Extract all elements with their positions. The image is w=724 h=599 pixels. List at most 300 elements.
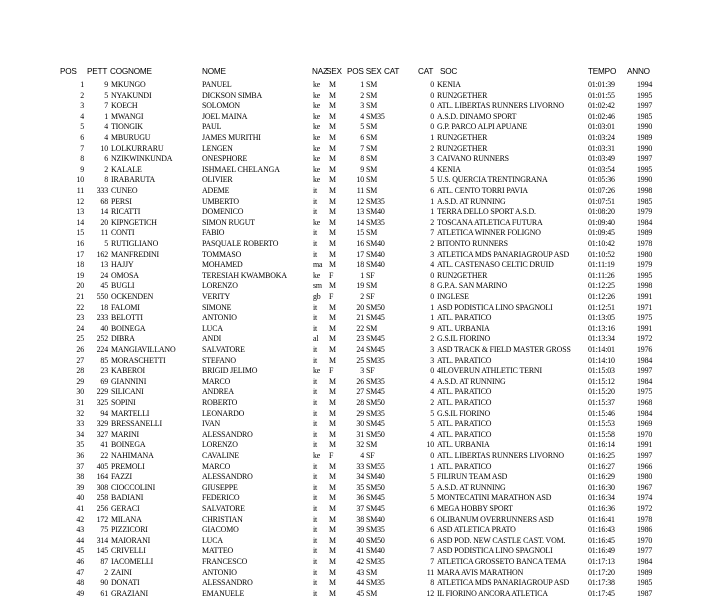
cell-cognome: MBURUGU — [111, 133, 151, 142]
cell-anno: 1991 — [637, 323, 653, 333]
cell-sex: M — [329, 239, 336, 248]
table-row — [0, 588, 724, 599]
cell-sex: M — [329, 207, 336, 217]
cell-naz: it — [313, 567, 318, 577]
cell-cat: SM35 — [366, 196, 385, 206]
cell-cat-pos: 10 — [426, 440, 434, 450]
cell-tempo: 01:16:27 — [588, 461, 615, 471]
table-row — [0, 386, 724, 397]
cell-pos: 33 — [76, 419, 84, 429]
cell-pett: 2 — [104, 567, 108, 577]
cell-pos-sex: 14 — [356, 217, 364, 227]
cell-soc: ATLETICA WINNER FOLIGNO — [437, 228, 541, 238]
cell-sex: M — [329, 514, 336, 524]
cell-anno: 1976 — [637, 345, 653, 354]
cell-pett: 4 — [104, 122, 108, 132]
cell-pett: 327 — [96, 429, 108, 439]
cell-pett: 24 — [100, 270, 108, 280]
cell-anno: 1984 — [637, 355, 653, 365]
cell-naz: it — [313, 355, 318, 365]
cell-naz: ma — [313, 260, 323, 270]
cell-cognome: RUTIGLIANO — [111, 239, 159, 248]
cell-sex: M — [329, 260, 336, 270]
cell-pett: 258 — [96, 493, 108, 503]
cell-cat: SF — [366, 366, 375, 376]
cell-soc: U.S. QUERCIA TRENTINGRANA — [437, 175, 548, 185]
table-row — [0, 259, 724, 270]
cell-cognome: OMOSA — [111, 270, 139, 280]
cell-nome: ROBERTO — [202, 398, 238, 407]
cell-cat: SM45 — [366, 313, 385, 323]
cell-pett: 23 — [100, 366, 108, 376]
table-row — [0, 524, 724, 535]
cell-cat-pos: 5 — [430, 175, 434, 185]
cell-tempo: 01:11:19 — [588, 260, 615, 270]
header-cognome: COGNOME — [110, 67, 152, 76]
table-row — [0, 365, 724, 376]
cell-pett: 22 — [100, 451, 108, 460]
cell-nome: SIMON RUGUT — [202, 217, 255, 227]
cell-naz: it — [313, 323, 318, 333]
cell-naz: it — [313, 546, 318, 556]
cell-pett: 75 — [100, 525, 108, 535]
cell-pos-sex: 3 — [360, 101, 364, 111]
table-row — [0, 567, 724, 578]
cell-pett: 2 — [104, 164, 108, 174]
table-row — [0, 323, 724, 334]
cell-soc: G.P.A. SAN MARINO — [437, 281, 508, 291]
cell-pos-sex: 10 — [356, 175, 364, 185]
cell-pett: 45 — [100, 281, 108, 291]
cell-sex: M — [329, 313, 336, 323]
cell-cat-pos: 11 — [426, 567, 434, 577]
table-row — [0, 249, 724, 260]
cell-nome: ISHMAEL CHELANGA — [202, 164, 280, 174]
cell-pos-sex: 16 — [356, 239, 364, 248]
cell-pos-sex: 40 — [356, 535, 364, 545]
cell-pett: 61 — [100, 588, 108, 598]
cell-cat-pos: 5 — [430, 493, 434, 503]
cell-cognome: PIZZICORI — [111, 525, 148, 535]
cell-pos-sex: 20 — [356, 302, 364, 312]
cell-sex: M — [329, 133, 336, 142]
cell-cat: SM — [366, 281, 378, 291]
cell-pos-sex: 30 — [356, 419, 364, 429]
table-row — [0, 238, 724, 249]
cell-cat: SM40 — [366, 249, 385, 259]
cell-pett: 224 — [96, 345, 108, 354]
cell-sex: F — [329, 292, 334, 301]
cell-anno: 1978 — [637, 239, 653, 248]
cell-pos-sex: 3 — [360, 366, 364, 376]
cell-pos-sex: 21 — [356, 313, 364, 323]
cell-nome: IVAN — [202, 419, 221, 429]
cell-pos: 36 — [76, 451, 84, 460]
cell-cat-pos: 5 — [430, 419, 434, 429]
cell-cat: SF — [366, 270, 375, 280]
cell-sex: M — [329, 419, 336, 429]
cell-pos: 45 — [76, 546, 84, 556]
header-sex: SEX — [326, 67, 342, 76]
table-row — [0, 503, 724, 514]
cell-cat: SM50 — [366, 429, 385, 439]
cell-soc: A.S.D. AT RUNNING — [437, 482, 506, 492]
table-row — [0, 344, 724, 355]
cell-pett: 41 — [100, 440, 108, 450]
cell-soc: ATL. CENTO TORRI PAVIA — [437, 186, 528, 195]
cell-tempo: 01:16:43 — [588, 525, 615, 535]
cell-cognome: BADIANI — [111, 493, 144, 503]
cell-naz: ke — [313, 122, 321, 132]
cell-nome: FRANCESCO — [202, 557, 248, 566]
cell-soc: ASD PODISTICA LINO SPAGNOLI — [437, 546, 553, 556]
cell-pos: 15 — [76, 228, 84, 238]
cell-anno: 1978 — [637, 514, 653, 524]
cell-sex: M — [329, 567, 336, 577]
cell-sex: M — [329, 429, 336, 439]
cell-pos-sex: 17 — [356, 249, 364, 259]
cell-pos: 47 — [76, 567, 84, 577]
cell-pett: 68 — [100, 196, 108, 206]
cell-cat-pos: 3 — [430, 345, 434, 354]
cell-soc: TERRA DELLO SPORT A.S.D. — [437, 207, 536, 217]
cell-tempo: 01:15:12 — [588, 376, 615, 386]
table-row — [0, 471, 724, 482]
cell-naz: it — [313, 408, 318, 418]
cell-pos-sex: 31 — [356, 429, 364, 439]
cell-cat-pos: 0 — [430, 451, 434, 460]
cell-anno: 1971 — [637, 302, 653, 312]
cell-pos: 14 — [76, 217, 84, 227]
cell-tempo: 01:13:34 — [588, 334, 615, 344]
cell-soc: BITONTO RUNNERS — [437, 239, 508, 248]
table-row — [0, 206, 724, 217]
cell-tempo: 01:16:34 — [588, 493, 615, 503]
cell-nome: MOHAMED — [202, 260, 243, 270]
cell-pett: 333 — [96, 186, 108, 195]
cell-pett: 550 — [96, 292, 108, 301]
cell-anno: 1972 — [637, 334, 653, 344]
cell-nome: EMANUELE — [202, 588, 245, 598]
cell-tempo: 01:03:01 — [588, 122, 615, 132]
cell-sex: M — [329, 175, 336, 185]
cell-cat: SM — [366, 323, 378, 333]
cell-cat-pos: 0 — [430, 111, 434, 121]
cell-pett: 18 — [100, 302, 108, 312]
cell-cat-pos: 8 — [430, 281, 434, 291]
cell-soc: ASD ATLETICA PRATO — [437, 525, 516, 535]
header-nome: NOME — [202, 67, 226, 76]
cell-soc: TOSCANA ATLETICA FUTURA — [437, 217, 543, 227]
cell-pos-sex: 37 — [356, 504, 364, 513]
table-row — [0, 450, 724, 461]
cell-soc: ATL. PARATICO — [437, 419, 492, 429]
cell-tempo: 01:16:45 — [588, 535, 615, 545]
cell-pos: 40 — [76, 493, 84, 503]
cell-naz: it — [313, 196, 318, 206]
cell-pos: 30 — [76, 387, 84, 397]
cell-pos-sex: 29 — [356, 408, 364, 418]
cell-cognome: GRAZIANI — [111, 588, 148, 598]
cell-soc: ATL. PARATICO — [437, 398, 492, 407]
cell-pos: 3 — [80, 101, 84, 111]
cell-tempo: 01:10:42 — [588, 239, 615, 248]
cell-pos-sex: 33 — [356, 461, 364, 471]
cell-cat: SM45 — [366, 419, 385, 429]
cell-naz: it — [313, 207, 318, 217]
cell-pett: 20 — [100, 217, 108, 227]
cell-cat-pos: 7 — [430, 228, 434, 238]
cell-anno: 1989 — [637, 133, 653, 142]
cell-cognome: CUNEO — [111, 186, 138, 195]
cell-pett: 87 — [100, 557, 108, 566]
cell-cat-pos: 1 — [430, 302, 434, 312]
cell-soc: A.S.D. AT RUNNING — [437, 196, 506, 206]
cell-pett: 40 — [100, 323, 108, 333]
cell-soc: KENIA — [437, 80, 461, 89]
cell-pos: 23 — [76, 313, 84, 323]
cell-cognome: HAJJY — [111, 260, 134, 270]
cell-soc: ATL. PARATICO — [437, 313, 492, 323]
table-row — [0, 111, 724, 122]
cell-cognome: RICATTI — [111, 207, 141, 217]
cell-cognome: BRESSANELLI — [111, 419, 162, 429]
cell-cognome: DIBRA — [111, 334, 135, 344]
cell-nome: SIMONE — [202, 302, 232, 312]
cell-sex: F — [329, 270, 334, 280]
cell-cat-pos: 1 — [430, 133, 434, 142]
cell-pett: 5 — [104, 239, 108, 248]
cell-naz: al — [313, 334, 319, 344]
cell-soc: ATL. PARATICO — [437, 355, 492, 365]
cell-cat: SF — [366, 451, 375, 460]
cell-pos-sex: 22 — [356, 323, 364, 333]
cell-sex: M — [329, 482, 336, 492]
cell-pos: 2 — [80, 90, 84, 100]
cell-pett: 10 — [100, 143, 108, 153]
cell-anno: 1985 — [637, 578, 653, 588]
cell-cognome: KIPNGETICH — [111, 217, 157, 227]
cell-soc: ATL. PARATICO — [437, 429, 492, 439]
cell-cat: SM — [366, 186, 378, 195]
cell-pos: 32 — [76, 408, 84, 418]
cell-cat: SM35 — [366, 578, 385, 588]
cell-naz: ke — [313, 164, 321, 174]
cell-cat-pos: 3 — [430, 249, 434, 259]
table-row — [0, 121, 724, 132]
cell-cat: SM40 — [366, 239, 385, 248]
cell-pos-sex: 27 — [356, 387, 364, 397]
cell-anno: 1972 — [637, 504, 653, 513]
cell-tempo: 01:08:20 — [588, 207, 615, 217]
cell-nome: SALVATORE — [202, 345, 245, 354]
cell-anno: 1997 — [637, 451, 653, 460]
cell-cognome: MANFREDINI — [111, 249, 160, 259]
cell-cat: SM — [366, 588, 378, 598]
cell-nome: OLIVIER — [202, 175, 233, 185]
cell-cat-pos: 6 — [430, 504, 434, 513]
cell-naz: it — [313, 440, 318, 450]
cell-tempo: 01:17:45 — [588, 588, 615, 598]
cell-soc: MARA AVIS MARATHON — [437, 567, 524, 577]
cell-pett: 329 — [96, 419, 108, 429]
cell-naz: ke — [313, 80, 321, 89]
cell-sex: M — [329, 376, 336, 386]
cell-anno: 1966 — [637, 461, 653, 471]
cell-naz: it — [313, 376, 318, 386]
cell-cognome: CRIVELLI — [111, 546, 146, 556]
cell-pos-sex: 19 — [356, 281, 364, 291]
cell-cat-pos: 0 — [430, 122, 434, 132]
cell-anno: 1997 — [637, 101, 653, 111]
cell-pos: 41 — [76, 504, 84, 513]
cell-cognome: MILANA — [111, 514, 142, 524]
cell-pos-sex: 7 — [360, 143, 364, 153]
cell-pos: 6 — [80, 133, 84, 142]
cell-sex: M — [329, 461, 336, 471]
cell-cat: SM — [366, 133, 378, 142]
cell-anno: 1984 — [637, 217, 653, 227]
cell-naz: it — [313, 345, 318, 354]
cell-cat-pos: 0 — [430, 366, 434, 376]
table-row — [0, 291, 724, 302]
cell-cat: SM — [366, 90, 378, 100]
cell-pos: 5 — [80, 122, 84, 132]
cell-tempo: 01:13:16 — [588, 323, 615, 333]
cell-pos: 4 — [80, 111, 84, 121]
cell-tempo: 01:02:46 — [588, 111, 615, 121]
table-row — [0, 408, 724, 419]
cell-pos-sex: 41 — [356, 546, 364, 556]
results-table-header — [0, 67, 724, 78]
cell-anno: 1995 — [637, 164, 653, 174]
table-row — [0, 376, 724, 387]
header-tempo: TEMPO — [588, 67, 617, 76]
cell-cat-pos: 6 — [430, 514, 434, 524]
cell-cat-pos: 0 — [430, 101, 434, 111]
cell-anno: 1989 — [637, 567, 653, 577]
cell-soc: MONTECATINI MARATHON ASD — [437, 493, 552, 503]
cell-soc: A.S.D. DINAMO SPORT — [437, 111, 517, 121]
cell-sex: M — [329, 408, 336, 418]
cell-cognome: MORASCHETTI — [111, 355, 166, 365]
cell-cat-pos: 1 — [430, 196, 434, 206]
cell-soc: OLIBANUM OVERRUNNERS ASD — [437, 514, 554, 524]
cell-anno: 1984 — [637, 557, 653, 566]
cell-nome: PAUL — [202, 122, 222, 132]
cell-pett: 405 — [96, 461, 108, 471]
cell-nome: FEDERICO — [202, 493, 240, 503]
cell-cat: SM55 — [366, 461, 385, 471]
cell-cat: SM45 — [366, 493, 385, 503]
cell-pos: 10 — [76, 175, 84, 185]
cell-pos-sex: 1 — [360, 80, 364, 89]
cell-nome: JAMES MURITHI — [202, 133, 261, 142]
cell-naz: it — [313, 588, 318, 598]
table-row — [0, 174, 724, 185]
cell-pett: 162 — [96, 249, 108, 259]
cell-pos-sex: 28 — [356, 398, 364, 407]
cell-pos-sex: 11 — [356, 186, 364, 195]
cell-cat-pos: 6 — [430, 525, 434, 535]
cell-naz: ke — [313, 143, 321, 153]
cell-pos-sex: 36 — [356, 493, 364, 503]
cell-pos-sex: 8 — [360, 154, 364, 164]
header-pos-sex: POS SEX — [347, 67, 382, 76]
cell-naz: it — [313, 249, 318, 259]
cell-cat-pos: 5 — [430, 472, 434, 482]
cell-tempo: 01:16:25 — [588, 451, 615, 460]
cell-cat: SM50 — [366, 535, 385, 545]
cell-naz: it — [313, 387, 318, 397]
cell-naz: it — [313, 186, 318, 195]
cell-tempo: 01:09:45 — [588, 228, 615, 238]
cell-nome: ANDI — [202, 334, 222, 344]
cell-anno: 1968 — [637, 398, 653, 407]
cell-cognome: NZIKWINKUNDA — [111, 154, 173, 164]
table-row — [0, 482, 724, 493]
cell-pos-sex: 13 — [356, 207, 364, 217]
cell-naz: ke — [313, 366, 321, 376]
header-naz: NAZ — [312, 67, 328, 76]
cell-pos: 43 — [76, 525, 84, 535]
table-row — [0, 492, 724, 503]
cell-nome: CAVALINE — [202, 451, 240, 460]
header-cat-pos: CAT — [418, 67, 434, 76]
cell-anno: 1969 — [637, 419, 653, 429]
table-row — [0, 577, 724, 588]
cell-cognome: IACOMELLI — [111, 557, 154, 566]
cell-soc: RUN2GETHER — [437, 90, 488, 100]
cell-naz: ke — [313, 270, 321, 280]
cell-nome: PANUEL — [202, 80, 232, 89]
table-row — [0, 280, 724, 291]
cell-nome: LORENZO — [202, 440, 238, 450]
cell-pos-sex: 2 — [360, 292, 364, 301]
cell-nome: LORENZO — [202, 281, 238, 291]
cell-sex: M — [329, 281, 336, 291]
cell-pos-sex: 4 — [360, 111, 364, 121]
cell-nome: LEONARDO — [202, 408, 245, 418]
cell-nome: VERITY — [202, 292, 231, 301]
cell-pos-sex: 15 — [356, 228, 364, 238]
cell-soc: G.S.IL FIORINO — [437, 408, 491, 418]
cell-naz: it — [313, 398, 318, 407]
cell-tempo: 01:12:25 — [588, 281, 615, 291]
cell-cognome: DONATI — [111, 578, 140, 588]
cell-tempo: 01:03:31 — [588, 143, 615, 153]
cell-cat-pos: 4 — [430, 376, 434, 386]
cell-pett: 256 — [96, 504, 108, 513]
cell-soc: MEGA HOBBY SPORT — [437, 504, 513, 513]
cell-anno: 1970 — [637, 429, 653, 439]
cell-tempo: 01:16:30 — [588, 482, 615, 492]
cell-cognome: MARINI — [111, 429, 140, 439]
cell-pos-sex: 42 — [356, 557, 364, 566]
cell-cat-pos: 8 — [430, 578, 434, 588]
cell-tempo: 01:03:24 — [588, 133, 615, 142]
cell-sex: M — [329, 302, 336, 312]
cell-soc: G.S.IL FIORINO — [437, 334, 491, 344]
cell-cognome: BUGLI — [111, 281, 135, 291]
cell-soc: ATLETICA MDS PANARIAGROUP ASD — [437, 249, 570, 259]
cell-nome: ALESSANDRO — [202, 578, 253, 588]
cell-sex: M — [329, 334, 336, 344]
cell-soc: ATL. CASTENASO CELTIC DRUID — [437, 260, 554, 270]
cell-pett: 4 — [104, 133, 108, 142]
cell-pett: 85 — [100, 355, 108, 365]
cell-pos: 21 — [76, 292, 84, 301]
